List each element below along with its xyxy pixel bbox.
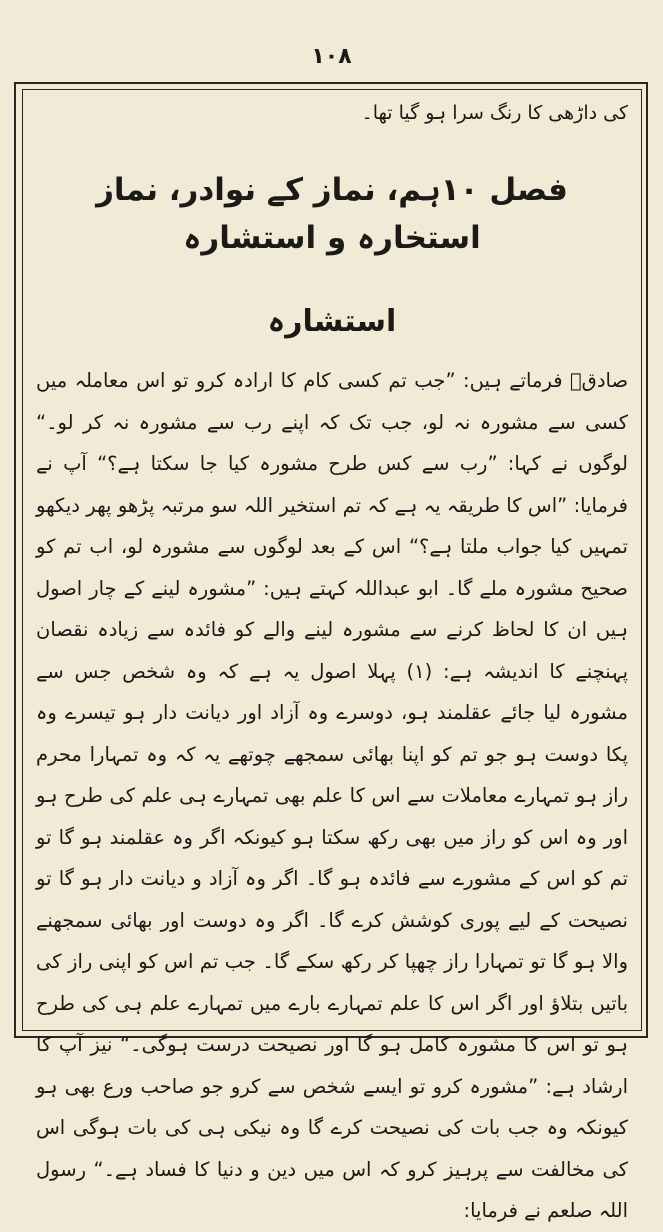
page-content <box>36 96 628 1232</box>
carry-over-line: کی داڑھی کا رنگ سرا ہو گیا تھا۔ <box>361 102 628 124</box>
page-number: ۱۰۸ <box>311 44 352 69</box>
body-paragraph: صادقؑ فرماتے ہیں: ”جب تم کسی کام کا ارادہ کرو تو اس معاملہ میں کسی سے مشورہ نہ لو، جب تک کہ اپنے رب سے مشورہ نہ کر لو۔“ لوگوں نے کہا: ”رب سے کس طرح مشورہ کیا جا سکتا ہے؟“ آپ نے فرمایا: ”اس کا طریقہ یہ ہے کہ تم استخیر اللہ سو مرتبہ پڑھو پھر دیکھو تمہیں کیا جواب ملتا ہے؟“ اس کے بعد لوگوں سے مشورہ لو، اب تم کو صحیح مشورہ ملے گا۔ ابو عبداللہ کہتے ہیں: ”مشورہ لینے کے چار اصول ہیں ان کا لحاظ کرنے سے مشورہ لینے والے کو فائدہ سے زیادہ نقصان پہنچنے کا اندیشہ ہے: (۱) پہلا اصول یہ ہے کہ وہ شخص جس سے مشورہ لیا جائے عقلمند ہو، دوسرے وہ آزاد اور دیانت دار ہو تیسرے وہ پکا دوست ہو جو تم کو اپنا بھائی سمجھے چوتھے یہ کہ وہ تمہارا محرم راز ہو تمہارے معاملات سے اس کا علم بھی تمہارے ہی علم کی طرح ہو اور وہ اس کو راز میں بھی رکھ سکتا ہو کیونکہ اگر وہ عقلمند ہو گا تو تم کو اس کے مشورے سے فائدہ ہو گا۔ اگر وہ آزاد و دیانت دار ہو گا تو نصیحت کے لیے پوری کوشش کرے گا۔ اگر وہ دوست اور بھائی سمجھنے والا ہو گا تو تمہارا راز چھپا کر رکھ سکے گا۔ جب تم اس کو اپنی راز کی باتیں بتلاؤ اور اگر اس کا علم تمہارے بارے میں تمہارے علم ہی کی طرح ہو تو اس کا مشورہ کامل ہو گا اور نصیحت درست ہوگی۔“ نیز آپ کا ارشاد ہے: ”مشورہ کرو تو ایسے شخص سے کرو جو صاحب ورع بھی ہو کیونکہ وہ جب بات کی نصیحت کرے گا وہ نیکی ہی کی بات ہوگی اس کی مخالفت سے پرہیز کرو کہ اس میں دین و دنیا کا فساد ہے۔“ رسول اللہ صلعم نے فرمایا: <box>36 369 629 1222</box>
section-heading: استشارہ <box>267 304 397 339</box>
chapter-heading: فصل ۱۰ہم، نماز کے نوادر، نماز استخارہ و استشارہ <box>96 172 568 256</box>
